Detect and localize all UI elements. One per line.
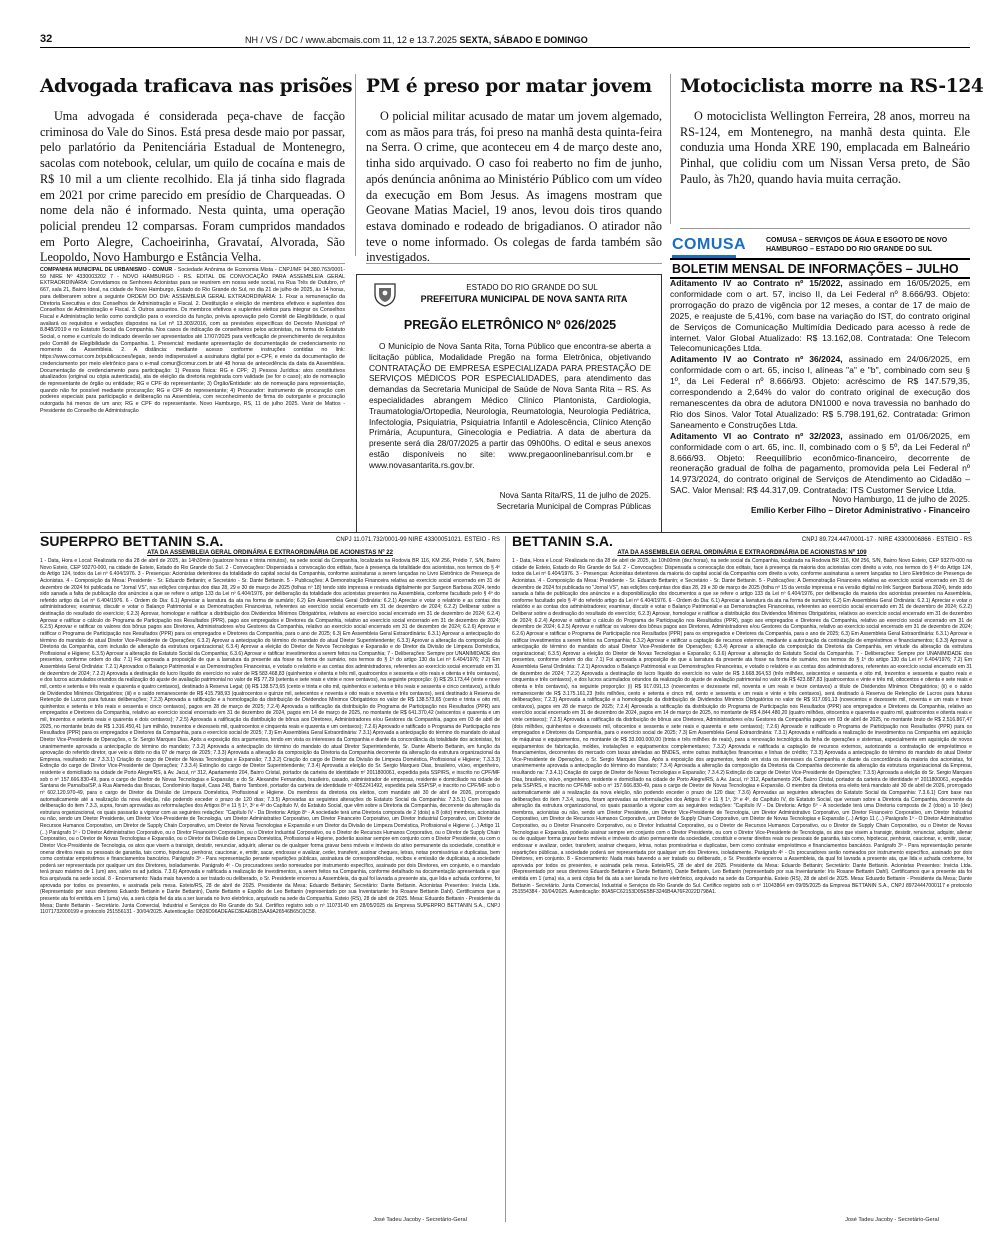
column-divider xyxy=(505,536,506,1222)
column-divider xyxy=(355,74,356,256)
municipal-crest-icon xyxy=(371,281,399,307)
notice-text: - Sociedade Anônima de Economia Mista - CNPJ/MF 94.380.763/0001-59 NIRE Nº 4330003202 7 - NOVO HAMBURGO - RS. EDITAL DE CONVOCAÇÃO PARA ASSEMBLEIA GERAL EXTRAORDINÁRIA: Convidamos os Senhores Acionistas para se reunirem em nossa sede social, na Rua Três de Outubro, nº 667, sala 21, Bairro Ideal, na cidade de Novo Hamburgo, Estado do Rio Grande do Sul, no dia 21 de julho de 2025, às 14 horas, para deliberarem sobre a seguinte ORDEM DO DIA: ASSEMBLEIA GERAL EXTRAORDINÁRIA: 1. Fixar a remuneração da Diretoria Executiva e dos Conselhos de Administração e Fiscal. 2. Destituição e eleição de membros efetivos e suplentes dos Conselhos de Administração e Fiscal. 3. Outros assuntos. Os membros efetivos e suplentes eleitos para integrar os Conselhos Fiscal e Administração terão como condição para o exercício da função, prévia aprovação pelo Comitê de Elegibilidade, o qual avaliará os requisitos e vedações dispostos na Lei nº 13.303/2016, com as previsões específicas do Decreto Municipal nº 8.848/2019 e no Estatuto Social da Companhia. Nos casos de indicação de conselheiros pelos acionistas, na forma do Estatuto Social, o nome e currículo do indicado deverão ser apresentados até 17/07/2025 para verificação de preenchimento de requisitos pelo Comitê de Elegibilidade da Companhia. 1. Presencial: mediante apresentação de documentação de credenciamento no momento da Assembleia. 2. A distância: mediante acesso conforme instruções contidas no link: https://www.comur.com.br/publicacoes/legais, sendo indispensável a assinatura digital por e-CPF, e envio da documentação de credenciamento por meio eletrônico para o e-mail comur@comur.com.br até 48 horas de antecedência da data da Assembleia. Documentação de credenciamento para participação: 1) Pessoa física: RG e CPF; 2) Pessoa Jurídica: atos constitutivos atualizados (original ou cópia autenticada), ata de eleição da diretoria registrada com validade (se for o caso); ato de nomeação de representante de órgão ou entidade; RG e CPF do representante; 3) Órgão/Entidade: ato de nomeação para representação, quando não for possível mediante procuração; RG e CPF do representante; 4) Procurador: instrumento de procuração com poderes especiais para participação e deliberação na Assembleia, com reconhecimento de firma do outorgante e procuração outorgada há menos de um ano; RG e CPF do representante. Novo Hamburgo, RS, 11 de julho 2025. Vanir de Mattos - Presidente do Conselho de Administração xyxy=(40,267,345,414)
minutes-title: ATA DA ASSEMBLEIA GERAL ORDINÁRIA E EXTRAORDINÁRIA DE ACIONISTAS Nº 109 xyxy=(617,550,867,556)
story-body: O motociclista Wellington Ferreira, 28 anos, morreu na RS-124, em Montenegro, na manhã desta quinta. Ele conduzia uma Honda XRE 190, emplacada em Balneário Pinhal, que colidiu com um Nissan Versa preto, de São Paulo, às 7h20, quando havia muita cerração. xyxy=(680,109,970,186)
page-header xyxy=(40,33,970,49)
comusa-logo: COMUSA xyxy=(672,236,747,253)
org-name: COMUSA – SERVIÇOS DE ÁGUA E ESGOTO DE NOVO HAMBURGO – ESTADO DO RIO GRANDE DO SUL xyxy=(766,237,948,253)
story-body: O policial militar acusado de matar um jovem algemado, com as mãos para trás, foi preso na manhã desta quinta-feira na Serra. O crime, que aconteceu em 4 de março deste ano, tinha sido arquivado. O caso foi reaberto no fim de junho, após denúncia anônima ao Ministério Público com um vídeo da execução em Bom Jesus. As imagens mostram que Geovane Matias Maciel, 19 anos, levou dois tiros quando estava dominado e rodeado de brigadianos. O atirador não teve o nome informado. Os colegas de farda também são investigados. xyxy=(366,109,662,265)
story-lawyer xyxy=(40,76,353,266)
company-cnpj: CNPJ 11.071.732/0001-99 NIRE 43300051021. ESTEIO - RS xyxy=(336,537,500,543)
story-motorcyclist xyxy=(680,76,984,188)
company-cnpj: CNPJ 89.724.447/0001-17 · NIRE 43300006866 · ESTEIO - RS xyxy=(801,537,972,543)
secretary-signature: José Tadeu Jacoby - Secretário-Geral xyxy=(373,1217,467,1223)
header-rule xyxy=(40,47,970,48)
bulletin-item: Aditamento IV ao Contrato nº 36/2024, assinado em 24/06/2025, em conformidade com o art. 65, inciso I, alíneas "a" e "b", combinado com seu § 1º, da Lei Federal nº 8.666/93. Objeto: acréscimo de R$ 147.579,35, correspondendo a 2,64% do valor do contrato original de execução dos remanescentes da obra de adutora DN1000 e nova travessia no banhado do Rio dos Sinos. Valor Total Atualizado: R$ 5.798.191,62. Contratada: Grimon Saneamento e Construções Ltda. xyxy=(670,354,970,430)
section-rule xyxy=(366,263,662,264)
municipality-name: PREFEITURA MUNICIPAL DE NOVA SANTA RITA xyxy=(420,294,628,304)
story-title: Advogada traficava nas prisões xyxy=(40,76,353,97)
prefeitura-notice xyxy=(356,274,662,533)
bulletin-item: Aditamento IV ao Contrato nº 15/2022, assinado em 16/05/2025, em conformidade com o art. 57, inciso II, da Lei Federal nº 8.666/93. Objeto: prorrogação do prazo de vigência por 12 meses, a contar de 17 de maio de 2025, e reajuste de 5,41%, com base na variação do IST, do contrato original de Serviços de Comunicação Multimídia Dedicado para acesso à rede de internet. Valor Global Atualizado: R$ 13.162,08. Contratada: One Telecom Telecomunicações Ltda. xyxy=(670,278,970,354)
bettanin-notice xyxy=(512,533,972,1223)
bulletin-signature xyxy=(670,494,970,516)
bulletin-items xyxy=(670,278,970,496)
state-name: ESTADO DO RIO GRANDE DO SUL xyxy=(466,283,598,292)
superpro-bettanin-notice xyxy=(40,533,500,1223)
signer: Emílio Kerber Filho – Diretor Administrativo - Financeiro xyxy=(751,506,970,515)
signer: Secretaria Municipal de Compras Públicas xyxy=(496,501,651,511)
place-date: Nova Santa Rita/RS, 11 de julho de 2025. xyxy=(499,491,651,500)
minutes-text: 1 - Data, Hora e Local: Realizada no dia 28 de abril de 2025, às 10h00min (dez horas), na sede social da Companhia, localizada na Rodovia BR 116, KM 256, S/N, Bairro Novo Esteio, CEP 93270-000 na cidade de Esteio, Estado do Rio Grande do Sul. 2 - Convocações: Dispensada a convocação dos editais, face à presença da maioria dos acionistas com direito a voto, nos termos do § 4º do Artigo 124, todos da Lei nº 6.404/1976. 3 - Presenças: Acionistas detentores da maioria do capital social da Companhia com direito a voto, conforme assinaturas a serem lançadas no Livro Eletrônico de Presença de Acionistas. 4 - Composição da Mesa: Presidente - Sr. Eduardo Bettanin; e Secretário - Sr. Dante Bettanin. 5 - Publicações: A Demonstração Financeira relativa ao exercício social encerrado em 31 de dezembro de 2024 foi publicada no "Jornal VS", nas edições conjuntas dos dias 28, 29 e 30 de março de 2025 (folha nº 15 da versão impressa e na versão digital no link Surgeon Barbosa 2024), tendo sido sanada a falta de publicação dos anúncios e a disponibilização dos documentos a que se refere o artigo 133 da Lei nº 6.404/1976, por deliberação da maioria dos acionistas presentes na Assembleia, conforme facultado pelo § 4º do referido artigo da Lei nº 6.404/1976. 6 - Ordem do Dia: 6.1) Apreciar a lavratura da ata na forma de sumário; 6.2) Em Assembleia Geral Ordinária: 6.2.1) Apreciar e votar o relatório e as contas dos administradores; examinar, discutir e votar o Balanço Patrimonial e as Demonstrações Financeiras, referentes ao exercício social encerrado em 31 de dezembro de 2024; 6.2.2) Deliberar sobre a destinação do resultado do exercício; 6.2.3) Aprovar, homologar e ratificar a distribuição dos Dividendos Mínimos Obrigatórios, relativos ao exercício social encerrado em 31 de dezembro de 2024; 6.2.4) Aprovar e ratificar o cálculo do Programa de Participação nos Resultados (PPR), pago aos empregados e Diretores da Companhia, relativo ao exercício social encerrado em 31 de dezembro de 2024; 6.2.5) Aprovar e ratificar os valores dos bônus pagos aos Diretores, Administradores e/ou Gestores da Companhia, relativo ao exercício social encerrado em 31 de dezembro de 2024; 6.2.6) Aprovar e ratificar o Programa de Participação nos Resultados (PPR) para os empregados e Diretores da Companhia, para o ano de 2025; 6.3) Em Assembleia Geral Extraordinária: 6.3.1) Aprovar e ratificar investimentos a serem feitos na Companhia; 6.3.2) Aprovar e ratificar a captação de recursos externos, mediante a autorização da contratação de empréstimos e financiamentos; 6.3.3) Aprovar a antecipação do término do mandato do atual Diretor Vice-Presidente de Operações; 6.3.4) Aprovar a alteração da composição da Diretoria da Companhia, em virtude da alteração da estrutura organizacional; 6.3.5) Aprovar a eleição do Diretor de Novas Tecnologias e Expansão; 6.3.6) Aprovar a alteração do Estatuto Social da Companhia. 7 - Deliberações: Sempre por UNANIMIDADE dos presentes, conforme ordem do dia: 7.1) Foi aprovada a proposição de que a lavratura da presente ata fosse na forma de sumário, nos termos do § 1º do artigo 130 da Lei nº 6.404/1976; 7.2) Em Assembleia Geral Ordinária: 7.2.1) Aprovados o Balanço Patrimonial e as Demonstrações Financeiras, e votado o relatório e as contas dos administradores, referentes ao exercício social encerrado em 31 de dezembro de 2024; 7.2.2) Aprovada a destinação do lucro líquido do exercício no valor de R$ 3.668.364,53 (três milhões, seiscentos e sessenta e oito mil, trezentos e sessenta e quatro reais e cinquenta e três centavos), e dos lucros acumulados oriundos da realização do ajuste de avaliação patrimonial no valor de R$ 423.887,83 (quatrocentos e vinte e três mil, oitocentos e oitenta e sete reais e oitenta e três centavos), na seguinte proporção: (i) R$ 917.091,13 (novecentos e dezessete mil, noventa e um reais e treze centavos) a título de Dividendos Mínimos Obrigatórios; (ii) e o saldo remanescente de R$ 3.175.161,23 (três milhões, cento e setenta e cinco mil, cento e sessenta e um reais e vinte e três centavos), será destinado à Reserva de Retenção de Lucros para futuras deliberações; 7.2.3) Aprovada a ratificação e a homologação da distribuição de Dividendos Mínimos Obrigatórios no valor de R$ 917.091,13 (novecentos e dezessete mil, noventa e um reais e treze centavos), pagos em 28 de março de 2025; 7.2.4) Aprovada a ratificação da distribuição do Programa de Participação nos Resultados (PPR) aos empregados e Diretores da Companhia, relativo ao exercício social encerrado em 31 de dezembro de 2024, pagos em 14 de março de 2025, no montante de R$ 4.844.480,20 (quatro milhões, oitocentos e quarenta e quatro mil, quatrocentos e oitenta reais e vinte centavos); 7.2.5) Aprovada a ratificação da distribuição de bônus aos Diretores, Administradores e/ou Gestores da Companhia pagos em 03 de abril de 2025, no montante bruto de R$ 2.516.867,47 (dois milhões, quinhentos e dezesseis mil, oitocentos e sessenta e sete reais e quarenta e sete centavos); 7.2.6) Aprovado e ratificado o Programa de Participação nos Resultados (PPR) para os empregados e Diretores da Companhia, para o exercício social de 2025; 7.3) Em Assembleia Geral Extraordinária: 7.3.1) Aprovada e ratificada a realização de investimentos na Companhia em aquisição de máquinas e equipamentos, no montante de R$ 33.000.000,00 (trinta e três milhões de reais), para a renovação tecnológica da linha de operações e sistemas, especialmente em aquisição de novos equipamentos de fabricação, moldes, instalações e equipamentos complementares; 7.3.2) Aprovada e ratificada a captação de recursos externos, autorizando a contratação de empréstimos e financiamentos, decorrentes do mercado com taxas atreladas ao BNDES, entre outras instituições financeiras e linhas de crédito; 7.3.3) Aprovada a antecipação do término do mandato do atual Diretor Vice-Presidente de Operações, o Sr. Sergio Marques Dias. Após a exposição dos argumentos, tendo em vista os interesses da Companhia e diante da concordância da maioria dos acionistas, foi unanimemente aprovada a antecipação do término do mandato; 7.3.4) Aprovada a alteração da composição da Diretoria da Companhia decorrente da alteração da estrutura organizacional da Empresa, resultando na: 7.3.4.1) Criação do cargo de Diretor de Novas Tecnologias e Expansão; 7.3.4.2) Extinção do cargo de Diretor Vice-Presidente de Operações; 7.3.5) Aprovada a eleição do Sr. Sergio Marques Dias, brasileiro, viúvo, engenheiro, residente e domiciliado na cidade de Porto Alegre/RS, à Av. Jacuí, nº 312, Apartamento 204, Bairro Cristal, portador da carteira de identidade nº 2011800061, expedida pela SSP/RS, e inscrito no CPF/MF sob o nº 157.666.830-49, para o cargo de Diretor de Novas Tecnologias e Expansão. O membro da diretoria ora eleito terá mandato até 30 de abril de 2026, prorrogado automaticamente até a realização da nova eleição, não podendo exceder o prazo de 120 dias; 7.3.6) Aprovadas as seguintes alterações do Estatuto Social da Companhia: 7.3.6.1) Com base nas deliberações do item 7.3.4, supra, foram aprovadas as reformulações dos Artigos 6º e 11 § 1º, 3º e 4º, do Capítulo IV, do Estatuto Social, que versam sobre a Diretoria da Companhia, decorrente da alteração da estrutura organizacional, os quais passarão a vigorar com as seguintes redações: "Capítulo IV - Da Diretoria: Artigo 6º - A sociedade terá uma Diretoria composta de 2 (dois) a 10 (dez) membros, acionistas ou não, sendo um Diretor Presidente, um Diretor Vice-Presidente de Tecnologia, um Diretor Administrativo Corporativo, um Diretor Financeiro Corporativo, um Diretor Industrial Corporativo, um Diretor de Recursos Humanos Corporativo, um Diretor de Supply Chain Corporativo, um Diretor de Novas Tecnologias e Expansão (...) Artigo 11 (...) Parágrafo 1º - O Diretor Administrativo Corporativo, ou o Diretor Financeiro Corporativo, ou o Diretor Industrial Corporativo, ou o Diretor de Recursos Humanos Corporativo, ou o Diretor de Supply Chain Corporativo, ou o Diretor de Novas Tecnologias e Expansão, poderão assinar sempre em conjunto com o Diretor Presidente, ou com o Diretor Vice-Presidente de Tecnologia, os atos que visem a transigir, desistir, renunciar, adquirir, alienar ou de qualquer forma gravar bens móveis e imóveis do ativo permanente da sociedade, constituir e onerar direitos reais ou pessoais de garantia, tais como, hipotecar, penhorar, caucionar, e, emitir, sacar, endossar e avalizar, ceder, transferir, assinar cheques, letras, notas promissórias e duplicatas, bem como contratar empréstimos e financiamentos bancários. Parágrafo 3º - Para representação perante repartições públicas, a sociedade poderá ser representada por qualquer um dos Diretores, isoladamente. Parágrafo 4º - Os procuradores serão nomeados por instrumento específico, assinado por dois Diretores, em conjunto. 8 - Encerramento: Nada mais havendo a ser tratado ou deliberado, o Sr. Presidente encerrou a Assembleia, da qual foi lavrada a presente ata, que lida e achada conforme, foi aprovada por todos os presentes, e assinada pela mesa. Esteio/RS, 28 de abril de 2025. Presidente da Mesa: Eduardo Bettanin; Secretário: Dante Bettanin. Acionistas Presentes: Invicta Ltda. (Representado por seus diretores Eduardo Bettanin e Dante Bettanin), Dante Bettanin, Leo Bettanin (representado por sua Inventariante: Iris Rosane Bettanin Dahl). Certificamos que a presente ata foi emitida em 1 (uma) via, a será cópia fiel da ata a ser lavrada no livro eletrônico, arquivado na sede da Companhia. Esteio (RS), 28 de abril de 2025. Mesa: Eduardo Bettanin - Presidente da Mesa; Dante Bettanin - Secretário. Junta Comercial, Industrial e Serviços do Rio Grande do Sul. Certifico registro sob o nº 11043864 em 09/05/2025 da Empresa BETTANIN S.A., CNPJ 89724447000117 e protocolo 251554384 - 30/04/2025. Autenticação: 80A5FC62153D05E5BF3246B4A76F2022D798A1. xyxy=(512,558,972,896)
story-title: PM é preso por matar jovem xyxy=(366,76,652,97)
comur-notice xyxy=(40,267,345,529)
story-title: Motociclista morre na RS-124 xyxy=(680,76,984,97)
bulletin-item: Aditamento VI ao Contrato nº 32/2023, assinado em 01/06/2025, em conformidade com o art. 65, inc. II, combinado com o § 5º, da Lei Federal nº 8.666/93. Objeto: Reequilíbrio econômico-financeiro, decorrente de reoneração gradual de folha de pagamento, promovida pela Lei Federal nº 14.973/2024, do contrato original de Serviços de Atendimento ao Cidadão – SAC. Valor Mensal: R$ 44.317,09. Contratada: ITS Customer Service Ltda. xyxy=(670,430,970,496)
page-number: 32 xyxy=(40,33,53,45)
story-pm xyxy=(366,76,662,266)
notice-title: PREGÃO ELETRÔNICO Nº 026/2025 xyxy=(403,318,617,332)
bulletin-title: BOLETIM MENSAL DE INFORMAÇÕES – JULHO xyxy=(670,258,970,279)
place-date: Novo Hamburgo, 11 de julho de 2025. xyxy=(832,495,970,504)
minutes-text: 1 - Data, Hora e Local: Realizada no dia 28 de abril de 2025, às 14h30min (quatorze horas e trinta minutos), na sede social da Companhia, localizada na Rodovia BR 116, KM 256, Prédio 7, S/N, Bairro Novo Esteio, CEP 93270-000, na cidade de Esteio, Estado do Rio Grande do Sul. 2 - Convocações: Dispensada a convocação dos editais, face à presença da totalidade dos acionistas, nos termos do § 4º do Artigo 124, todos da Lei nº 6.404/1976. 3 - Presenças: Acionistas detentores da totalidade do capital social da Companhia, conforme assinaturas a serem lançadas no Livro Eletrônico de Presença de Acionistas. 4 - Composição da Mesa: Presidente - Sr. Eduardo Bettanin; e Secretário - Sr. Dante Bettanin. 5 - Publicações: A Demonstração Financeira relativa ao exercício social encerrado em 31 de dezembro de 2024 foi publicada no "Jornal VS", nas edições conjuntas dos dias 28, 29 e 30 de março de 2025 (folhas nº 18) tendo sido impressa e revisada digitalmente por Surgeon Barbosa 2024, tendo sido sanada a falta de publicação dos anúncios a que se refere o artigo 133 da Lei nº 6.404/1976, por deliberação da totalidade dos acionistas presentes na Assembleia, conforme facultado pelo § 4º do referido artigo da Lei nº 6.404/1976. 6 - Ordem do Dia: 6.1) Apreciar a lavratura da ata na forma de sumário; 6.2) Em Assembleia Geral Ordinária: 6.2.1) Apreciar e votar o relatório e as contas dos administradores; examinar, discutir e votar o Balanço Patrimonial e as Demonstrações Financeiras, referentes ao exercício social encerrado em 31 de dezembro de 2024; 6.2.2) Deliberar sobre a destinação do resultado do exercício; 6.2.3) Aprovar, homologar e ratificar a distribuição dos Dividendos Mínimos Obrigatórios, relativos ao exercício social encerrado em 31 de dezembro de 2024; 6.2.4) Aprovar e ratificar o cálculo do Programa de Participação nos Resultados (PPR), pago aos empregados e Diretores da Companhia, relativo ao exercício social encerrado em 31 de dezembro de 2024; 6.2.5) Aprovar e ratificar os valores dos bônus pagos aos Diretores, Administradores e/ou Gestores da Companhia, relativo ao exercício social encerrado em 31 de dezembro de 2024; 6.2.6) Aprovar e ratificar o Programa de Participação nos Resultados (PPR) para os empregados e Diretores da Companhia, para o ano de 2025; 6.3) Em Assembleia Geral Extraordinária: 6.3.1) Aprovar a antecipação do término do mandato do atual Diretor Vice-Presidente de Operações; 6.3.2) Aprovar a antecipação do término do mandato do atual Diretor Superintendente; 6.3.3) Aprovar a alteração da composição da Diretoria da Companhia, com inclusão de alteração da estrutura organizacional; 6.3.4) Aprovar a eleição do Diretor de Novos Tecnologias e Expansão e do Diretor da Divisão de Limpeza Doméstica, Profissional e Higiene; 6.3.5) Aprovar a alteração do Estatuto Social da Companhia; 6.3.6) Aprovar e ratificar investimentos a serem feitos na Companhia; 7 - Deliberações: Sempre por UNANIMIDADE dos presentes, conforme ordem do dia: 7.1) Foi aprovada a proposição de que a lavratura da presente ata fosse na forma de sumário, nos termos do § 1º do artigo 130 da Lei nº 6.404/1976; 7.2) Em Assembleia Geral Ordinária: 7.2.1) Aprovados o Balanço Patrimonial e as Demonstrações Financeiras, e votado o relatório e as contas dos administradores, referentes ao exercício social encerrado em 31 de dezembro de 2024; 7.2.2) Aprovada a destinação do lucro líquido do exercício no valor de R$ 583.468,83 (quinhentos e oitenta e três mil, quatrocentos e sessenta e oito reais e oitenta e três centavos), e dos lucros acumulados oriundos da realização do ajuste de avaliação patrimonial no valor de R$ 77,29 (setenta e sete reais e vinte e nove centavos), na seguinte proporção: (i) R$ 29.173,44 (vinte e nove mil, cento e setenta e três reais e quarenta e quatro centavos), destinado à Reserva Legal; (ii) R$ 138.573,65 (cento e trinta e oito mil, quinhentos e setenta e três reais e sessenta e cinco centavos), a título de Dividendos Mínimos Obrigatórios; (iii) e o saldo remanescente de R$ 415.798,93 (quatrocentos e quinze mil, setecentos e noventa e oito reais e noventa e três centavos), será destinado à Reserva de Retenção de Lucros para futuras deliberações; 7.2.3) Aprovada a ratificação e a homologação da distribuição de Dividendos Mínimos Obrigatórios no valor de R$ 138.573,65 (cento e trinta e oito mil, quinhentos e setenta e três reais e sessenta e cinco centavos), pagos em 28 de março de 2025; 7.2.4) Aprovada a ratificação da distribuição do Programa de Participação nos Resultados (PPR) aos empregados e Diretores da Companhia, relativo ao exercício social encerrado em 31 de dezembro de 2024, pagos em 14 de março de 2025, no montante de R$ 641.370,42 (seiscentos e quarenta e um mil, trezentos e setenta reais e quarenta e dois centavos); 7.2.5) Aprovada a ratificação da distribuição de bônus aos Diretores, Administradores e/ou Gestores da Companhia, pagos em 03 de abril de 2025, no montante bruto de R$ 1.316.450,41 (um milhão, trezentos e dezesseis mil, quatrocentos e cinquenta reais e quarenta e um centavos); 7.2.6) Aprovado e ratificado o Programa de Participação nos Resultados (PPR) para os empregados e Diretores da Companhia, para o exercício social de 2025; 7.3) Em Assembleia Geral Extraordinária: 7.3.1) Aprovada a antecipação do término do mandato do atual Diretor Vice-Presidente de Operações, o Sr. Sergio Marques Dias. Após a exposição dos argumentos, tendo em vista os interesses da Companhia e diante da concordância da totalidade dos acionistas, foi unanimemente aprovada a antecipação do término do mandato; 7.3.2) Aprovada a antecipação do término do mandato do atual Diretor Superintendente, Sr. Dante Alberto Bettanin, em função da aprovação do referido diretor, que veio a óbito no dia 07 de março de 2025; 7.3.3) Aprovada a alteração da composição da Diretoria da Companhia decorrente da alteração da estrutura organizacional da Empresa, resultando na: 7.3.3.1) Criação do cargo de Diretor de Novas Tecnologias e Expansão; 7.3.3.2) Criação do cargo de Diretor da Divisão de Limpeza Doméstica, Profissional e Higiene; 7.3.3.3) Extinção do cargo de Diretor Vice-Presidente de Operações; 7.3.3.4) Extinção do cargo de Diretor Superintendente; 7.3.4) Aprovada a eleição do Sr. Sergio Marques Dias, brasileiro, viúvo, engenheiro, residente e domiciliado na cidade de Porto Alegre/RS, à Av. Jacuí, nº 312, Apartamento 204, Bairro Cristal, portador da carteira de identidade nº 2011800061, expedida pela SSP/RS, e inscrito no CPF/MF sob o nº 157.666.830-49, para o cargo de Diretor de Novas Tecnologias e Expansão; e do Sr. Alexandre Fernandes, brasileiro, casado, administrador de empresas, residente e domiciliado na cidade de Santana de Parnaíba/SP, à Rua Alameda das Bracas, Condomínio Itaquê, Casa 248, Bairro Tamboré, portador da carteira de identidade nº 4052241492, expedida pela SSP/SP, e inscrito no CPF/MF sob o nº 602.120.970-49, para o cargo de Diretor da Divisão de Limpeza Doméstica, Profissional e Higiene. Os membros da diretoria ora eleitos, com mandato até 30 de abril de 2026, prorrogado automaticamente até a realização da nova eleição, não podendo exceder o prazo de 120 dias; 7.3.5) Aprovadas as seguintes alterações do Estatuto Social da Companhia: 7.3.5.1) Com base na deliberação do item 7.3.3, supra, foram aprovadas as reformulações dos Artigos 8º e 11 § 1º, 3º e 4º do Capítulo IV, do Estatuto Social, que vêm sobre a Diretoria da Companhia, decorrente da alteração da estrutura organizacional, os quais passarão a vigorar com as seguintes redações: "Capítulo IV - Da Diretoria: Artigo 8º - A sociedade terá uma Diretoria composta de 2 (dois) a 8 (oito) membros, acionistas ou não, sendo um Diretor Presidente, um Diretor Vice-Presidente de Tecnologia, um Diretor Administrativo Corporativo, um Diretor Financeiro Corporativo, um Diretor Industrial Corporativo, um Diretor de Recursos Humanos Corporativo, um Diretor de Supply Chain Corporativo, um Diretor de Novas Tecnologias e Expansão e um Diretor da Divisão de Limpeza Doméstica, Profissional e Higiene (...) Artigo 11 (...) Parágrafo 1º - O Diretor Administrativo Corporativo, ou o Diretor Financeiro Corporativo, ou o Diretor Industrial Corporativo, ou o Diretor de Recursos Humanos Corporativo, ou o Diretor de Supply Chain Corporativo, ou o Diretor de Novas Tecnologias e Expansão, ou o Diretor da Divisão de Limpeza Doméstica, Profissional e Higiene, poderão assinar sempre em conjunto com o Diretor Presidente, ou com o Diretor Vice-Presidente de Tecnologia, os atos que visem a transigir, desistir, renunciar, adquirir, alienar ou de qualquer forma gravar bens móveis e imóveis do ativo permanente da sociedade, constituir e onerar direitos reais ou pessoais de garantia, tais como, hipotecar, penhorar, caucionar, e, emitir, sacar, endossar e avalizar, ceder, transferir, assinar cheques, letras, notas promissórias e duplicatas, bem como contratar empréstimos e financiamentos bancários. Parágrafo 3º - Para representação perante repartições públicas, assinatura de correspondências, recibos e emissão de duplicatas, a sociedade poderá ser representada por qualquer um dos Diretores, isoladamente. Parágrafo 4º - Os procuradores serão nomeados por instrumento específico, assinado por dois Diretores, em conjunto, e o mandato terá prazo máximo de 1 (um) ano, salvo os ad judicia. 7.3.6) Aprovada e ratificada a realização de investimentos, a serem feitos na Companhia, conforme detalhado na documentação apresentada e que fica arquivada na sede social. 8 - Encerramento: Nada mais havendo a ser tratado ou deliberado, o Sr. Presidente encerrou a Assembleia, da qual foi lavrada a presente ata, que lida e achada conforme, foi aprovada por todos os presentes, e assinada pela mesa. Esteio/RS, 28 de abril de 2025. Presidente da Mesa: Eduardo Bettanin; Secretário: Dante Bettanin. Acionistas Presentes: Invicta Ltda. (Representado por seus diretores Eduardo Bettanin e Dante Bettanin), Dante Bettanin e Espólio de Leo Bettanin (representado por sua Inventariante: Iris Rosane Bettanin Dahl). Certificamos que a presente ata foi emitida em 1 (uma) via, a será cópia fiel da ata a ser lavrada no livro eletrônico, arquivado na sede da Companhia. Esteio (RS), 28 de abril de 2025. Mesa: Eduardo Bettanin - Presidente da Mesa; Dante Bettanin - Secretário. Junta Comercial, Industrial e Serviços do Rio Grande do Sul. Certifico registro sob o nº 11073140 em 28/05/2025 da Empresa SUPERPRO BETTANIN S.A., CNPJ 11071732000199 e protocolo 251556131 - 30/04/2025. Autenticação: D826D96ADEAEC8EAE6B15AA9A26546B65C0C58. xyxy=(40,558,500,916)
section-rule xyxy=(40,263,345,264)
story-body: Uma advogada é considerada peça-chave de facção criminosa do Vale do Sinos. Está presa desde maio por passar, pelo parlatório da Penitenciária Estadual de Montenegro, sacolas com notebook, celular, um quilo de cocaína e mais de R$ 10 mil a um cliente recolhido. Ela já tinha sido flagrada em 2021 por crime parecido em presídio de Charqueadas. O nome dela não é informado. Nesta quinta, uma operação policial prendeu 12 comparsas. Foram cumpridos mandados em Porto Alegre, Cachoeirinha, Gravataí, Alvorada, São Leopoldo, Novo Hamburgo e Estância Velha. xyxy=(40,109,345,265)
minutes-title: ATA DA ASSEMBLEIA GERAL ORDINÁRIA E EXTRAORDINÁRIA DE ACIONISTAS Nº 22 xyxy=(147,550,393,556)
column-divider xyxy=(670,74,671,224)
section-rule xyxy=(680,228,970,229)
notice-title: COMPANHIA MUNICIPAL DE URBANISMO - COMUR xyxy=(40,267,173,273)
company-name: BETTANIN S.A. xyxy=(512,533,613,549)
company-name: SUPERPRO BETTANIN S.A. xyxy=(40,533,224,549)
secretary-signature: José Tadeu Jacoby - Secretário-Geral xyxy=(845,1217,939,1223)
publication-info: NH / VS / DC / www.abcmais.com 11, 12 e 13.7.2025 SEXTA, SÁBADO E DOMINGO xyxy=(245,35,588,45)
comusa-bulletin xyxy=(670,232,970,532)
notice-body: O Município de Nova Santa Rita, Torna Público que encontra-se aberta a licitação pública, Modalidade Pregão na forma Eletrônica, objetivando CONTRATAÇÃO DE EMPRESA ESPECIALIZADA PARA PRESTAÇÃO DE SERVIÇOS MÉDICOS POR ESPECIALIDADES, para atendimento das demandas da Secretaria Municipal de Saúde de Nova Santa Rita – RS. As especialidades abrangem Médico Clínico Plantonista, Cardiologia, Traumatologia/Ortopedia, Neurologia, Reumatologia, Neurologia Pediátrica, Infectologia, Psiquiatria, Psiquiatria Infantil e Adolescência, Clínico Atenção Primária, Acupuntura, Ginecologia e Pediatria. A data de abertura da presente será dia 28/07/2025 a partir das 09h00hs. O edital e seus anexos estão disponíveis no site: www.pregaoonlinebanrisul.com.br e www.novasantarita.rs.gov.br. xyxy=(369,341,651,470)
notice-signature xyxy=(369,491,651,512)
